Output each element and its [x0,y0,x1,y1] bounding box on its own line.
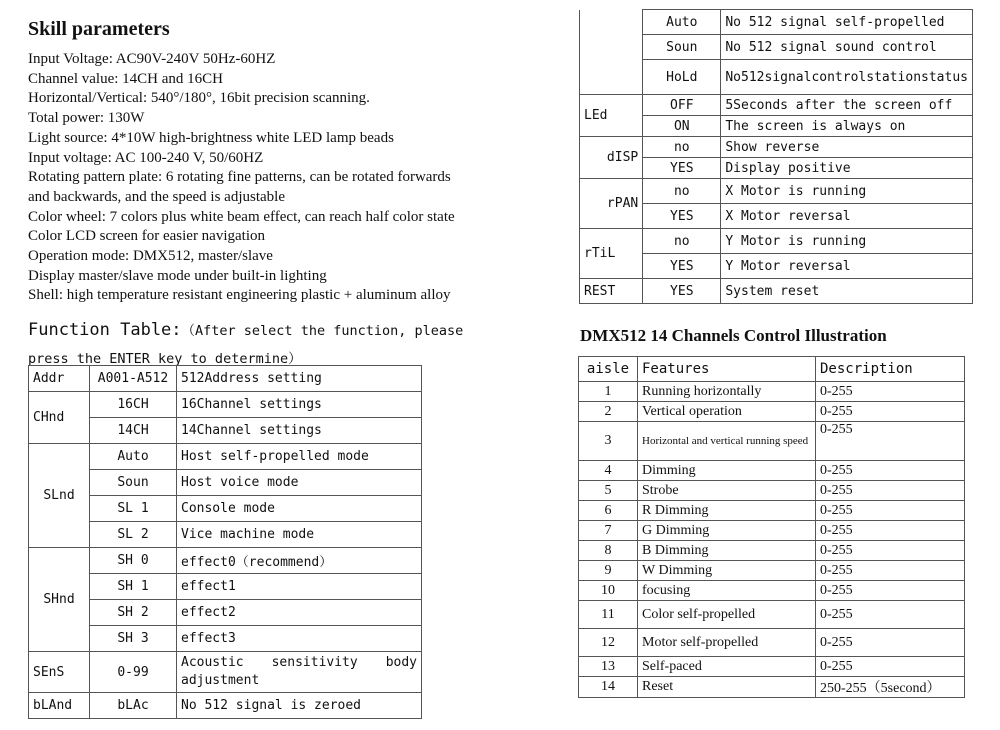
table-row [29,652,422,693]
table-row [580,95,973,116]
table-cell: effect0（recommend） [177,548,422,574]
table-cell: Auto [90,444,177,470]
table-cell: 4 [579,461,638,481]
table-row [29,693,422,719]
function-table [28,365,422,719]
table-cell: no [643,229,721,254]
table-cell: focusing [638,581,816,601]
table-cell: 0-255 [816,561,965,581]
table-cell: 10 [579,581,638,601]
table-cell: YES [643,204,721,229]
table-cell: 14 [579,677,638,698]
skill-line: Total power: 130W [28,110,145,127]
table-row [579,481,965,501]
table-cell: 250-255（5second） [816,677,965,698]
table-cell: 16Channel settings [177,392,422,418]
table-cell: CHnd [29,392,90,444]
table-cell: 0-255 [816,481,965,501]
table-row [29,392,422,418]
table-cell: 8 [579,541,638,561]
column-header: Description [816,357,965,382]
table-cell: Strobe [638,481,816,501]
table-row [579,521,965,541]
table-cell: YES [643,158,721,179]
table-cell: No 512 signal self-propelled [721,10,973,35]
table-row [579,629,965,657]
table-row [579,402,965,422]
function-table-title-main: Function Table: [28,320,182,340]
cell-word: adjustment [181,673,260,688]
table-cell: LEd [580,95,643,137]
table-cell: rTiL [580,229,643,279]
table-cell: G Dimming [638,521,816,541]
skill-line: Horizontal/Vertical: 540°/180°, 16bit precision scanning. [28,90,370,107]
table-row [580,137,973,158]
table-cell: SH 0 [90,548,177,574]
table-row [579,601,965,629]
table-row [579,541,965,561]
table-cell: 0-255 [816,521,965,541]
table-cell: REST [580,279,643,304]
table-cell: 13 [579,657,638,677]
table-cell: Display positive [721,158,973,179]
table-cell: X Motor reversal [721,204,973,229]
table-cell: Dimming [638,461,816,481]
table-cell: 14CH [90,418,177,444]
table-cell [580,10,643,95]
table-cell: SH 1 [90,574,177,600]
skill-line: Color LCD screen for easier navigation [28,228,266,245]
table-cell: X Motor is running [721,179,973,204]
table-cell: 5Seconds after the screen off [721,95,973,116]
table-cell: B Dimming [638,541,816,561]
table-row [579,382,965,402]
table-cell: no [643,179,721,204]
table-cell: Motor self-propelled [638,629,816,657]
table-cell: 0-255 [816,422,965,461]
table-cell: 5 [579,481,638,501]
table-cell: effect3 [177,626,422,652]
function-table-title-note: （After select the function, please press the ENTER key to determine） [28,323,464,367]
table-cell: W Dimming [638,561,816,581]
table-cell: 12 [579,629,638,657]
column-header: Features [638,357,816,382]
table-cell: 2 [579,402,638,422]
table-cell: Vice machine mode [177,522,422,548]
table-cell: Addr [29,366,90,392]
column-header: aisle [579,357,638,382]
skill-parameters-list [28,50,478,306]
cell-word: body [385,655,417,670]
table-cell: Host self-propelled mode [177,444,422,470]
table-header-row [579,357,965,382]
table-cell [177,652,422,693]
skill-line: Rotating pattern plate: 6 rotating fine patterns, can be rotated forwards [28,169,451,186]
skill-parameters-title: Skill parameters [28,18,170,40]
table-cell: The screen is always on [721,116,973,137]
table-cell: rPAN [580,179,643,229]
table-row [579,461,965,481]
dmx-table-title: DMX512 14 Channels Control Illustration [580,326,887,345]
table-cell: Y Motor reversal [721,254,973,279]
skill-line: and backwards, and the speed is adjustable [28,188,285,205]
skill-line: Display master/slave mode under built-in lighting [28,267,327,284]
table-cell: 0-255 [816,581,965,601]
table-cell: R Dimming [638,501,816,521]
table-row [579,501,965,521]
dmx-channel-table [578,356,965,698]
table-cell: 0-255 [816,629,965,657]
table-cell: 16CH [90,392,177,418]
table-row [29,366,422,392]
skill-line: Channel value: 14CH and 16CH [28,70,223,87]
table-cell: SHnd [29,548,90,652]
table-cell: 0-99 [90,652,177,693]
table-cell: 0-255 [816,541,965,561]
table-cell: System reset [721,279,973,304]
table-cell: 11 [579,601,638,629]
table-cell: YES [643,254,721,279]
table-cell: SH 2 [90,600,177,626]
table-cell: no [643,137,721,158]
table-cell: bLAc [90,693,177,719]
table-row [580,179,973,204]
table-cell: 1 [579,382,638,402]
table-row [579,657,965,677]
table-cell: Console mode [177,496,422,522]
table-cell: Soun [90,470,177,496]
table-cell: SLnd [29,444,90,548]
table-cell: 7 [579,521,638,541]
skill-line: Input voltage: AC 100-240 V, 50/60HZ [28,149,264,166]
table-row [580,279,973,304]
table-cell: SL 1 [90,496,177,522]
table-cell: effect2 [177,600,422,626]
table-cell: 0-255 [816,501,965,521]
table-cell: 0-255 [816,461,965,481]
table-cell: OFF [643,95,721,116]
table-cell: 3 [579,422,638,461]
table-cell: 0-255 [816,382,965,402]
skill-line: Operation mode: DMX512, master/slave [28,248,273,265]
table-cell: HoLd [643,60,721,95]
table-cell: No512signalcontrolstationstatus [721,60,973,95]
table-cell: ON [643,116,721,137]
table-cell: 0-255 [816,601,965,629]
table-row [29,444,422,470]
table-cell: 0-255 [816,402,965,422]
table-cell: Show reverse [721,137,973,158]
table-cell: 0-255 [816,657,965,677]
table-row [579,677,965,698]
table-cell: Auto [643,10,721,35]
skill-line: Input Voltage: AC90V-240V 50Hz-60HZ [28,51,276,67]
table-cell: Self-paced [638,657,816,677]
cell-word: Acoustic [181,655,244,670]
table-cell: Host voice mode [177,470,422,496]
skill-line: Light source: 4*10W high-brightness white LED lamp beads [28,129,394,146]
table-row [580,229,973,254]
table-cell: Color self-propelled [638,601,816,629]
skill-line: Shell: high temperature resistant engineering plastic + aluminum alloy [28,287,451,304]
table-cell: No 512 signal is zeroed [177,693,422,719]
table-cell: effect1 [177,574,422,600]
table-cell: Horizontal and vertical running speed [638,422,816,461]
table-cell: SL 2 [90,522,177,548]
table-cell: 6 [579,501,638,521]
table-row [29,548,422,574]
table-cell: bLAnd [29,693,90,719]
table-cell: No 512 signal sound control [721,35,973,60]
table-cell: SH 3 [90,626,177,652]
table-cell: Soun [643,35,721,60]
table-cell: 512Address setting [177,366,422,392]
table-cell: Y Motor is running [721,229,973,254]
table-cell: YES [643,279,721,304]
table-row [579,561,965,581]
table-row [580,10,973,35]
table-cell: Reset [638,677,816,698]
table-cell: Vertical operation [638,402,816,422]
skill-line: Color wheel: 7 colors plus white beam effect, can reach half color state [28,208,455,225]
function-table-continued [579,9,973,304]
table-cell: SEnS [29,652,90,693]
cell-word: sensitivity [271,655,358,670]
table-cell: Running horizontally [638,382,816,402]
table-cell: 14Channel settings [177,418,422,444]
table-row [579,581,965,601]
table-cell: dISP [580,137,643,179]
table-cell: 9 [579,561,638,581]
table-row [579,422,965,461]
table-cell: A001-A512 [90,366,177,392]
